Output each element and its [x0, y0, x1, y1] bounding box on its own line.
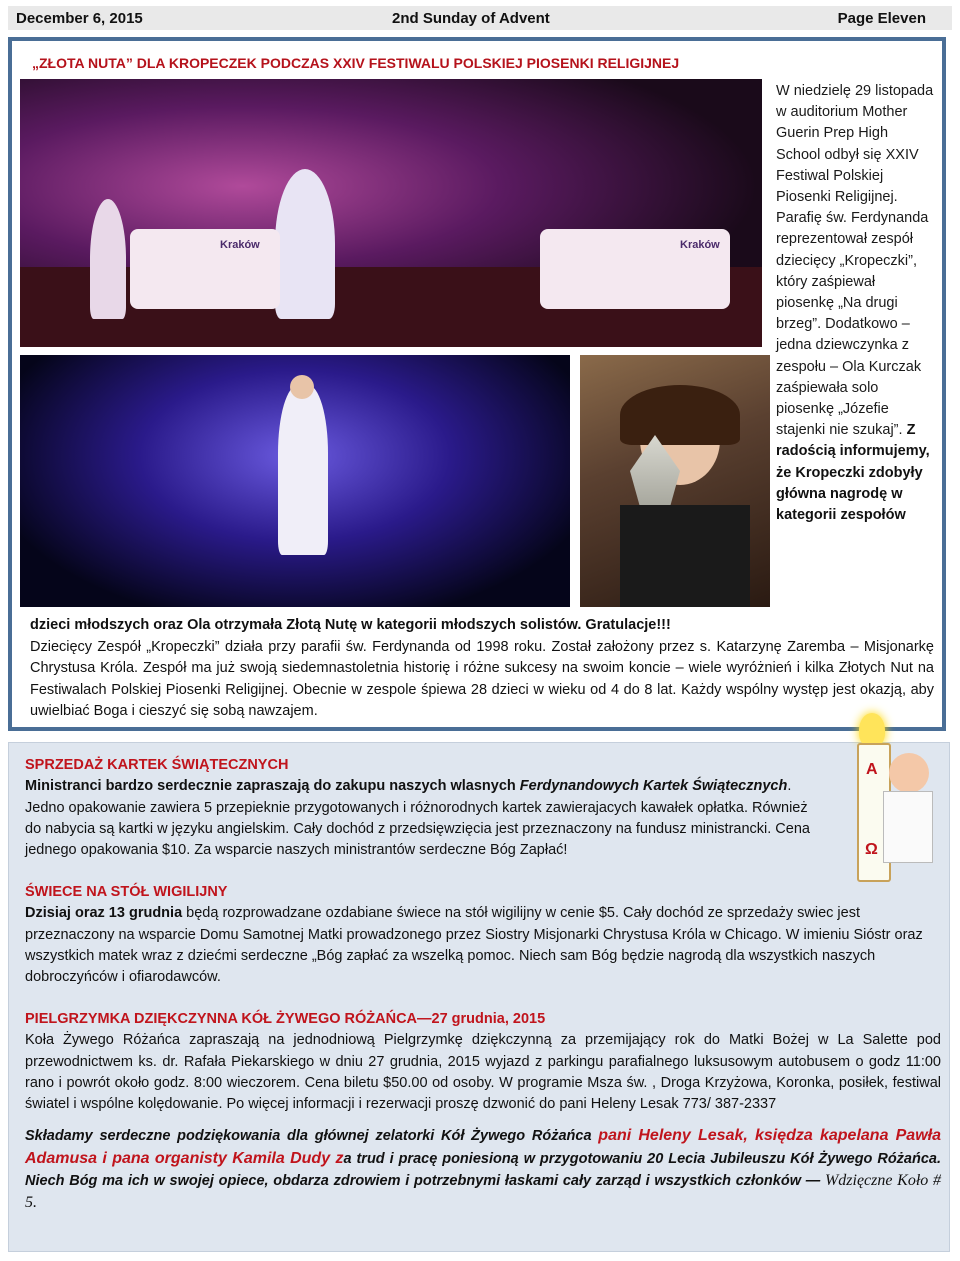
cards-bold-italic: Ferdynandowych Kartek Świątecznych [519, 778, 788, 795]
flame-icon [859, 713, 885, 747]
altar-boy-surplice-icon [883, 791, 933, 863]
cards-body-text: . Jedno opakowanie zawiera 5 przepieknie przygotowanych i różnorodnych kartek zawierajacych kawałek opłatka. Również do nabycia są kartki w języku angielskim. Cały dochód z przedsięwzięcia jest przeznaczony na fundusz ministrancki. Cena jednego opakowania $10. Za wsparcie naszych ministrantów serdeczne Bóg Zapłać! [25, 778, 810, 859]
cards-title: SPRZEDAŻ KARTEK ŚWIĄTECZNYCH [25, 757, 289, 773]
section-candles [25, 882, 935, 988]
stage-banner [130, 229, 280, 309]
side-bold-text: Z radością informujemy, że Kropeczki zdobyły główna nagrodę w kategorii zespołów [776, 422, 930, 524]
cards-body [25, 776, 825, 861]
trophy-girl-photo [580, 355, 770, 607]
pilgrimage-body: Koła Żywego Różańca zapraszają na jednodniową Pielgrzymkę dziękczynną za przemijający rok do Matki Bożej w La Salette pod przewodnictwem ks. dr. Rafała Piekarskiego w dniu 27 grudnia, 2015 wyjazd z parkingu parafialnego luksusowym autobusem o godz 11:00 rano i powrót około godz. 8:00 wieczorem. Cena biletu $50.00 od osoby. W programie Msza św. , Droga Krzyżowa, Koronka, posiłek, festiwal światel i wspólne kolędowanie. Po więcej informacji i rezerwacji proszę dzwonić do pani Heleny Lesak 773/ 387-2337 [25, 1032, 941, 1113]
thanks-signature: Wdzięczne Koło # 5. [25, 1172, 941, 1212]
side-text: W niedzielę 29 listopada w auditorium Mother Guerin Prep High School odbył się XXIV Festiwal Polskiej Piosenki Religijnej. Parafię św. Ferdynanda reprezentował zespół dziecięcy „Kropeczki”, który zaśpiewał piosenkę „Na drugi brzeg”. Dodatkowo – jedna dziewczynka z zespołu – Ola Kurczak zaśpiewała solo piosenkę „Józefie stajenki nie szukaj”. [776, 83, 934, 439]
article-paragraph: Dziecięcy Zespół „Kropeczki” działa przy parafii św. Ferdynanda od 1998 roku. Został założony przez s. Katarzynę Zaremba – Misjonarkę Chrystusa Króla. Zespół ma już swoją siedemnastoletnia historię i różne sukcesy na swoim koncie – wiele wyróżnień i kilka Złotych Nut na Festiwalach Polskiej Piosenki Religijnej. Obecnie w zespole śpiewa 28 dzieci w wieku od 4 do 8 lat. Każdy wspólny występ jest okazją, aby uwielbiać Boga i cieszyć się sobą nawzajem. [30, 638, 934, 720]
candles-bold-intro: Dzisiaj oraz 13 grudnia [25, 905, 183, 922]
candles-body-text: będą rozprowadzane ozdabiane świece na stół wigilijny w cenie $5. Cały dochód ze sprzedaży swiec jest przeznaczony na wsparcie Domu Samotnej Matki prowadzonego przez Siostry Misjonarki Chrystusa Króla w Chicago. W imieniu Sióstr oraz wszystkich matek wraz z dziećmi serdeczne „Bóg zapłać za wszelką pomoc. Niech sam Bóg będzie nagrodą dla wszystkich naszych dobroczyńców i ofiarodawców. [25, 905, 923, 986]
cards-bold-intro: Ministranci bardzo serdecznie zapraszają do zakupu naszych wlasnych [25, 778, 520, 795]
article-full-text [30, 615, 934, 723]
thanks-text-b: a trud i pracę poniesioną w przygotowaniu 20 Lecia Jubileuszu Kół Żywego Różańca. Niech Bóg ma ich w swojej opiece, obdarza zdrowiem i potrzebnymi łaskami cały zarząd i wszystkich członków — [25, 1150, 942, 1190]
solo-singer-photo [20, 355, 570, 607]
candles-body [25, 903, 935, 988]
article-kropeczki [8, 37, 946, 731]
candle-altar-boy-illustration [839, 713, 935, 883]
solo-girl-head [290, 375, 314, 399]
banner-text-right: Kraków [680, 239, 720, 251]
solo-girl-figure [278, 385, 328, 555]
article-bold-line: dzieci młodszych oraz Ola otrzymała Złotą Nutę w kategorii młodszych solistów. Gratulacje!!! [30, 617, 671, 633]
pilgrimage-thanks [25, 1125, 941, 1214]
altar-boy-head-icon [889, 753, 929, 793]
girl-hair [620, 385, 740, 445]
thanks-red-names: pani Heleny Lesak, księdza kapelana Pawła Adamusa i pana organisty Kamila Dudy z [25, 1127, 941, 1167]
group-stage-photo [20, 79, 762, 347]
omega-letter: Ω [865, 841, 878, 858]
girl-dress [620, 505, 750, 607]
section-pilgrimage [25, 1009, 941, 1215]
banner-text: Kraków [220, 239, 260, 251]
thanks-text-a: Składamy serdeczne podziękowania dla głównej zelatorki Kół Żywego Różańca [25, 1128, 599, 1145]
article-side-text [776, 81, 936, 526]
page-header [8, 6, 952, 30]
stage-banner-right [540, 229, 730, 309]
header-sunday: 2nd Sunday of Advent [392, 10, 550, 27]
announcements-box [8, 742, 950, 1252]
header-date: December 6, 2015 [16, 10, 143, 27]
article-title: „ZŁOTA NUTA” DLA KROPECZEK PODCZAS XXIV FESTIWALU POLSKIEJ PIOSENKI RELIGIJNEJ [32, 55, 680, 71]
nun-figure [275, 169, 335, 319]
section-cards [25, 755, 825, 861]
header-page: Page Eleven [837, 10, 926, 27]
candles-title: ŚWIECE NA STÓŁ WIGILIJNY [25, 884, 228, 900]
alpha-letter: A [866, 761, 878, 778]
child-singer-figure [90, 199, 126, 319]
pilgrimage-title: PIELGRZYMKA DZIĘKCZYNNA KÓŁ ŻYWEGO RÓŻAŃCA—27 grudnia, 2015 [25, 1011, 546, 1027]
